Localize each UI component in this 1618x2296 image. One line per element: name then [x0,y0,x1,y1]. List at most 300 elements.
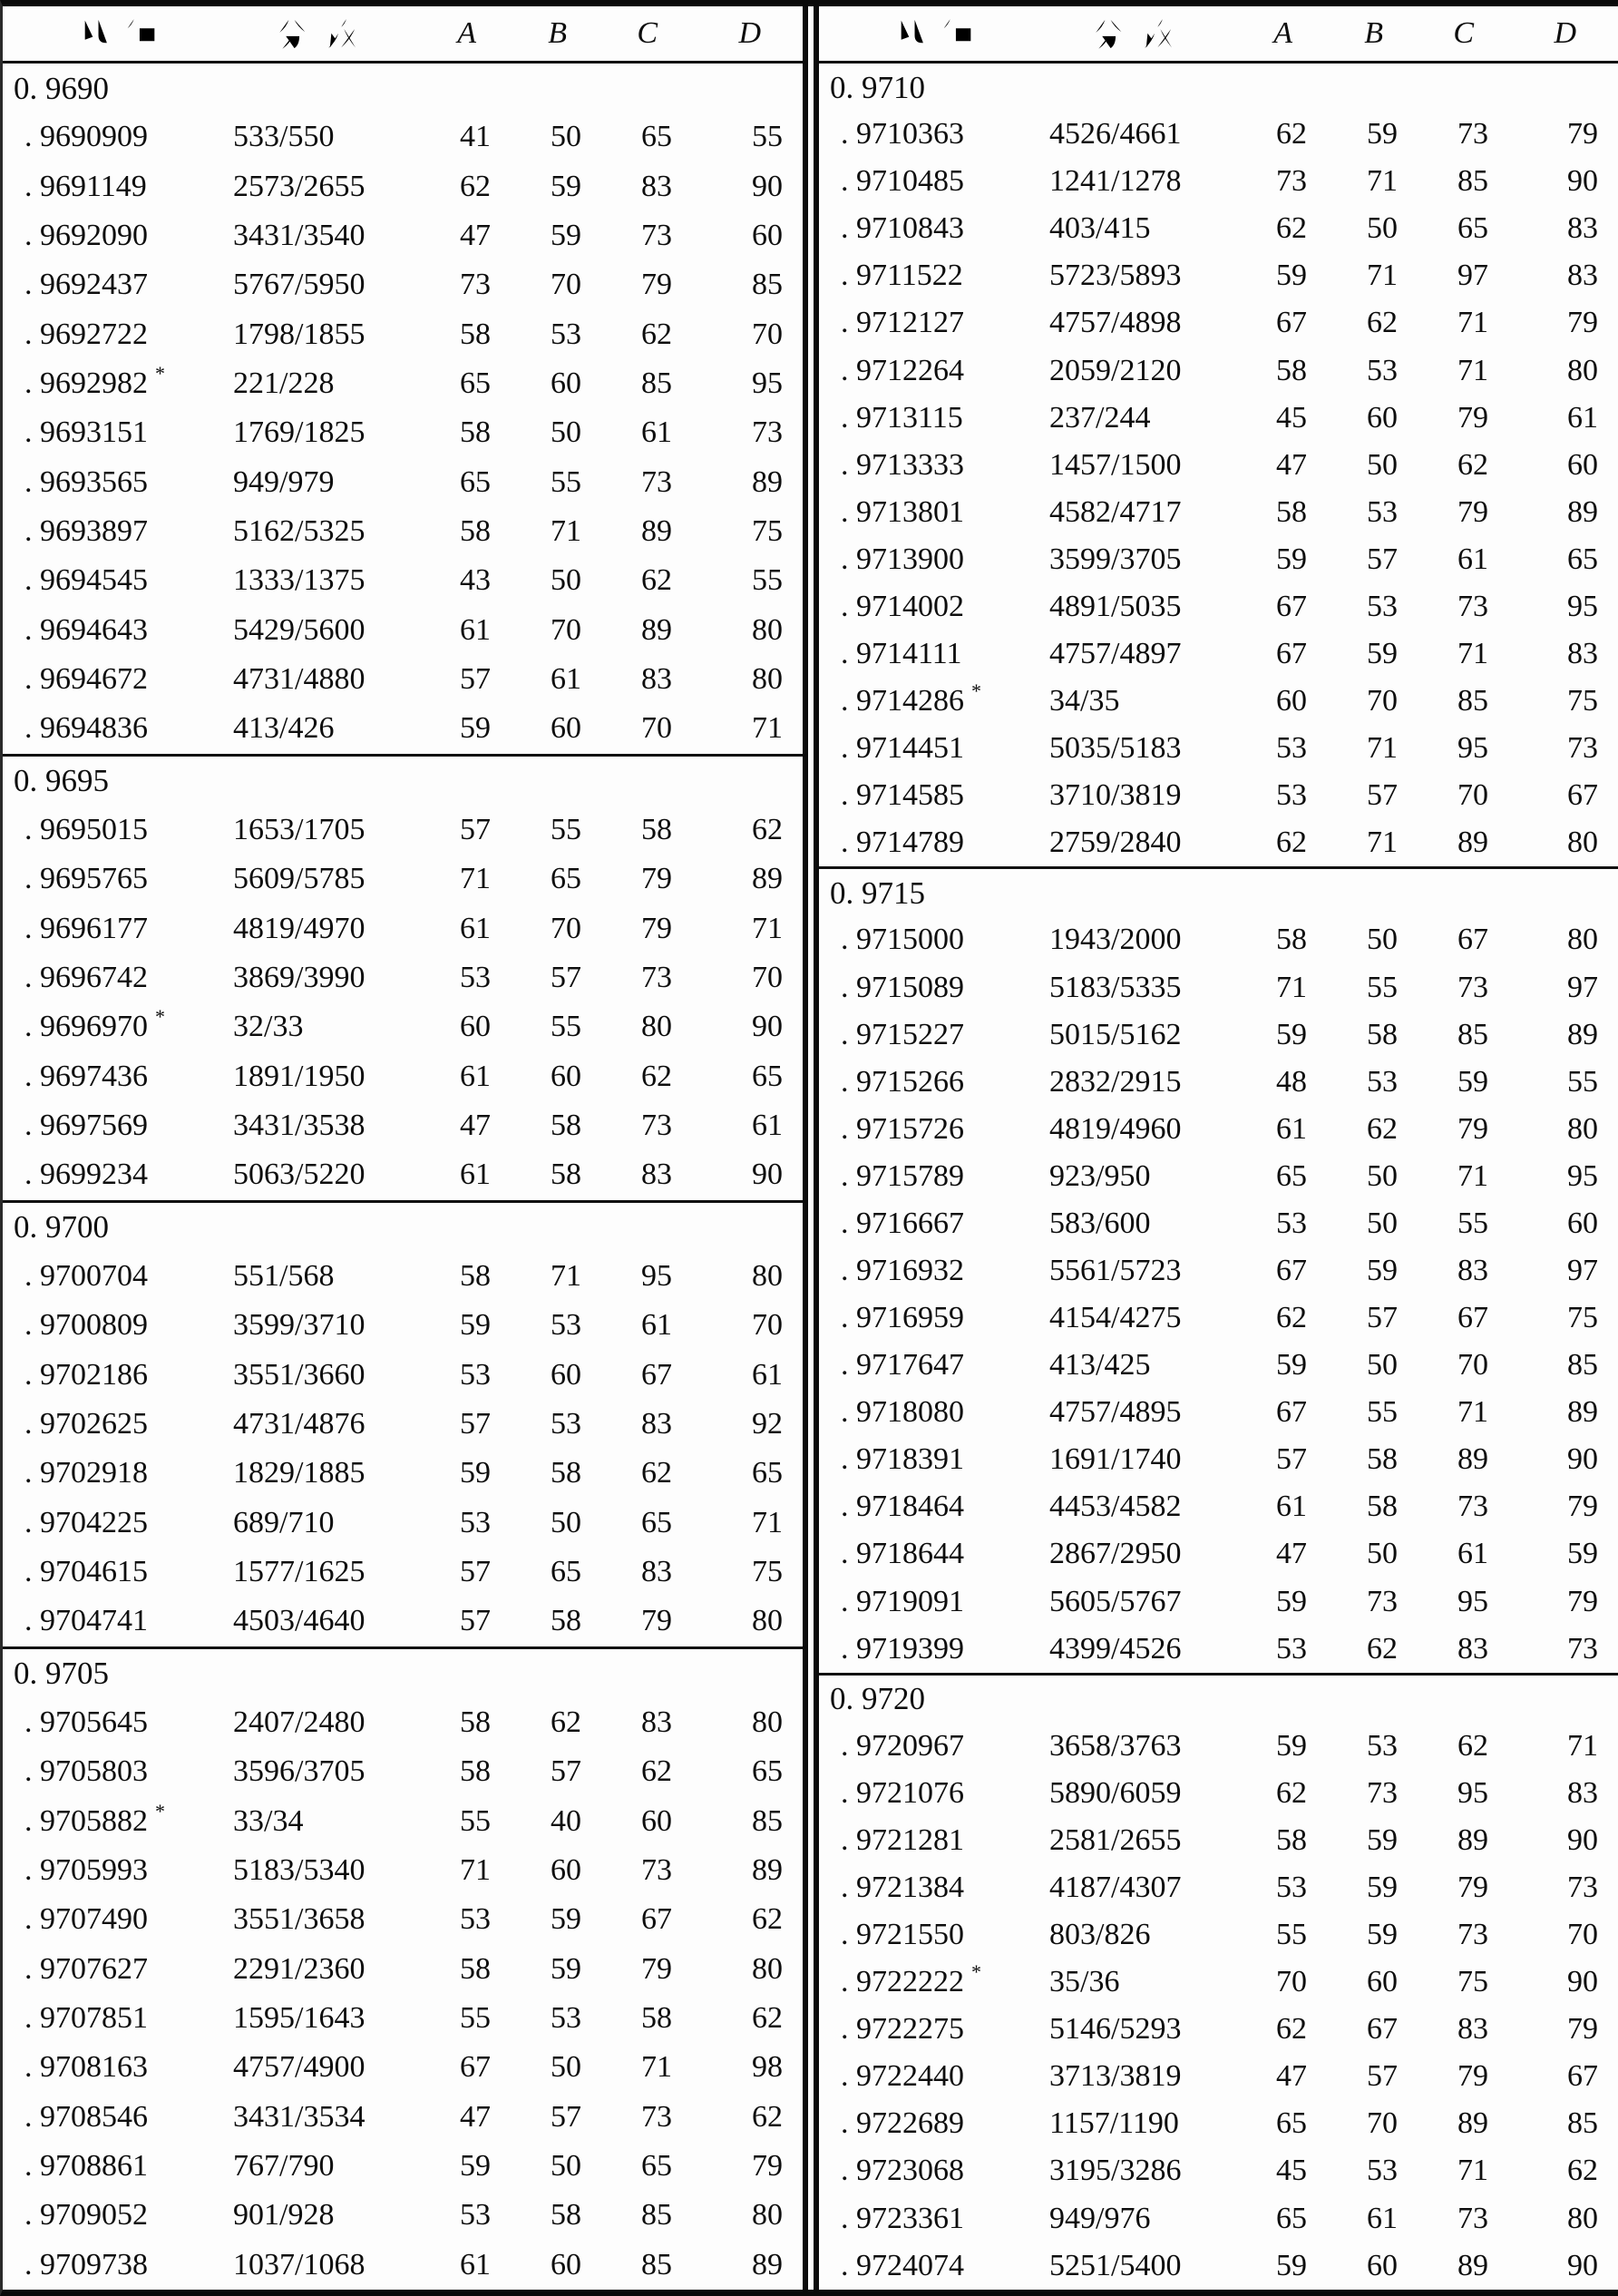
value-d: 80 [752,1259,783,1294]
value-c: 83 [641,1555,672,1588]
value-b: 55 [551,813,581,847]
left-table-header [3,6,803,64]
table-row [819,1295,1618,1342]
value-d: 80 [752,2198,783,2232]
value-c: 89 [1457,826,1488,860]
ratio-value: . 9705645 [24,1705,148,1739]
value-d: 59 [1567,1537,1598,1571]
value-d: 55 [1567,1064,1598,1099]
value-c: 65 [1457,211,1488,246]
table-row [3,1698,803,1747]
fraction-value: 33/34 [233,1803,304,1838]
value-b: 50 [1367,923,1398,957]
value-b: 58 [1367,1017,1398,1051]
value-c: 73 [641,1852,672,1887]
right-table-body [819,64,1618,2290]
column-header-c: C [637,16,658,50]
value-d: 90 [1567,164,1598,199]
column-header-a: A [1273,16,1292,50]
value-b: 59 [1367,1822,1398,1857]
value-b: 58 [1367,1490,1398,1524]
ratio-value: . 9696742 [24,961,148,995]
value-c: 95 [641,1259,672,1294]
value-b: 53 [1367,353,1398,387]
value-a: 47 [460,1109,491,1143]
section-row [819,64,1618,111]
ratio-value: . 9694836 [24,711,148,746]
section-label: 0. 9715 [830,874,925,911]
value-d: 83 [1567,636,1598,670]
value-a: 61 [1276,1490,1307,1524]
value-b: 59 [551,169,581,203]
table-row [3,2092,803,2141]
ratio-value: . 9710363 [841,117,964,151]
value-d: 79 [1567,117,1598,151]
ratio-value: . 9710485 [841,164,964,199]
fraction-value: 1241/1278 [1049,164,1182,199]
value-c: 58 [641,813,672,847]
value-d: 85 [1567,2106,1598,2141]
table-row [3,2240,803,2289]
value-c: 83 [641,1705,672,1739]
ratio-value: . 9722275 [841,2012,964,2047]
value-b: 71 [551,514,581,549]
fraction-value: 5183/5340 [233,1852,366,1887]
table-row [3,1002,803,1051]
value-a: 59 [1276,1017,1307,1051]
value-a: 59 [460,1308,491,1343]
value-d: 92 [752,1407,783,1441]
fraction-value: 4819/4960 [1049,1111,1182,1146]
value-a: 53 [460,2198,491,2232]
value-d: 97 [1567,970,1598,1004]
value-c: 70 [641,711,672,746]
ratio-value: . 9702918 [24,1456,148,1490]
fraction-value: 3599/3705 [1049,542,1182,576]
table-row [3,2142,803,2191]
ratio-value: . 9704225 [24,1505,148,1539]
table-row [819,725,1618,772]
table-row [3,655,803,704]
value-a: 67 [460,2050,491,2085]
value-b: 50 [551,120,581,154]
fraction-value: 413/425 [1049,1348,1151,1382]
value-b: 60 [1367,2248,1398,2282]
value-b: 59 [1367,636,1398,670]
fraction-value: 1829/1885 [233,1456,366,1490]
ratio-value: . 9715000 [841,923,964,957]
value-c: 62 [641,1456,672,1490]
table-row [819,111,1618,158]
center-divider [803,6,819,2290]
fraction-value: 3710/3819 [1049,778,1182,813]
value-a: 58 [460,1754,491,1789]
ratio-value: . 9716667 [841,1206,964,1240]
value-a: 62 [1276,1301,1307,1335]
ratio-value: . 9721076 [841,1775,964,1810]
value-a: 47 [1276,2059,1307,2094]
value-c: 62 [641,317,672,351]
column-header-d: D [738,16,761,50]
section-row [3,754,803,806]
ratio-value: . 9692722 [24,317,148,351]
value-b: 71 [551,1259,581,1294]
value-c: 71 [641,2050,672,2085]
table-row [3,606,803,655]
ratio-value: . 9694545 [24,563,148,598]
value-b: 60 [551,1059,581,1093]
table-row [3,1252,803,1301]
value-b: 62 [1367,306,1398,340]
value-d: 90 [752,1010,783,1044]
value-a: 47 [1276,447,1307,482]
value-d: 70 [752,961,783,995]
ratio-value: . 9692437 [24,268,148,302]
value-b: 61 [1367,2201,1398,2235]
table-row [3,507,803,556]
value-b: 70 [551,612,581,647]
value-d: 75 [752,514,783,549]
value-a: 58 [460,1951,491,1986]
ratio-value: . 9713801 [841,494,964,529]
value-d: 90 [1567,1965,1598,1999]
value-d: 98 [752,2050,783,2085]
value-b: 60 [551,1852,581,1887]
value-b: 50 [551,563,581,598]
fraction-value: 4757/4895 [1049,1395,1182,1430]
value-b: 50 [551,2148,581,2183]
value-b: 58 [1367,1442,1398,1477]
value-d: 80 [752,1951,783,1986]
column-header-b: B [548,16,567,50]
value-b: 50 [551,2050,581,2085]
value-d: 62 [752,2099,783,2134]
value-d: 73 [1567,1631,1598,1666]
table-row [819,1770,1618,1817]
ratio-value: . 9715789 [841,1158,964,1193]
ratio-value: . 9715089 [841,970,964,1004]
value-a: 61 [460,2247,491,2281]
fraction-value: 4731/4880 [233,662,366,697]
ratio-value: . 9690909 [24,120,148,154]
value-b: 60 [1367,1965,1398,1999]
table-row [819,1436,1618,1483]
cjk-fen-icon [1090,16,1126,52]
value-d: 60 [752,219,783,253]
fraction-column-header [1046,16,1218,52]
value-a: 53 [460,1902,491,1937]
value-c: 73 [1457,970,1488,1004]
table-row [819,678,1618,725]
fraction-value: 237/244 [1049,400,1151,435]
value-a: 59 [460,711,491,746]
value-d: 67 [1567,2059,1598,2094]
ratio-value: . 9694672 [24,662,148,697]
value-d: 70 [1567,1918,1598,1952]
value-d: 90 [1567,2248,1598,2282]
value-d: 71 [752,1505,783,1539]
value-b: 59 [551,219,581,253]
fraction-value: 1037/1068 [233,2247,366,2281]
fraction-value: 34/35 [1049,684,1120,718]
value-b: 62 [551,1705,581,1739]
value-b: 55 [551,464,581,499]
value-a: 58 [460,1705,491,1739]
fraction-value: 2291/2360 [233,1951,366,1986]
value-d: 60 [1567,1206,1598,1240]
value-d: 80 [1567,1111,1598,1146]
ratio-value: . 9714789 [841,826,964,860]
value-d: 80 [752,1604,783,1638]
value-c: 62 [1457,1728,1488,1763]
value-a: 58 [460,415,491,450]
value-d: 80 [752,662,783,697]
table-row [3,806,803,855]
value-a: 65 [1276,1158,1307,1193]
fraction-value: 5251/5400 [1049,2248,1182,2282]
fraction-column-header [229,16,402,52]
fraction-value: 4757/4900 [233,2050,366,2085]
value-d: 89 [752,862,783,896]
value-c: 85 [641,2247,672,2281]
value-a: 59 [1276,2248,1307,2282]
ratio-value: . 9718464 [841,1490,964,1524]
table-row [819,1106,1618,1153]
value-d: 85 [752,268,783,302]
table-row [819,583,1618,630]
fraction-value: 1769/1825 [233,415,366,450]
value-d: 89 [752,2247,783,2281]
table-row [819,395,1618,442]
value-d: 80 [752,1705,783,1739]
value-b: 59 [551,1951,581,1986]
value-c: 73 [641,219,672,253]
table-row [3,162,803,211]
ratio-value: . 9693897 [24,514,148,549]
ratio-value: . 9708163 [24,2050,148,2085]
ratio-value: . 9723361 [841,2201,964,2235]
ratio-value: . 9695765 [24,862,148,896]
value-d: 65 [1567,542,1598,576]
table-row [819,963,1618,1011]
value-d: 75 [1567,1301,1598,1335]
value-d: 62 [752,2000,783,2035]
fraction-value: 4757/4898 [1049,306,1182,340]
value-c: 83 [641,662,672,697]
table-row [819,2147,1618,2194]
ratio-value: . 9718644 [841,1537,964,1571]
ratio-value: . 9707627 [24,1951,148,1986]
value-c: 67 [641,1902,672,1937]
value-d: 71 [752,911,783,945]
value-a: 43 [460,563,491,598]
fraction-value: 767/790 [233,2148,335,2183]
value-a: 65 [460,366,491,401]
cjk-shu-icon [323,16,358,52]
value-d: 95 [752,366,783,401]
table-row [3,1301,803,1350]
table-row [819,1059,1618,1106]
cjk-bi-icon [891,16,926,52]
value-c: 95 [1457,1584,1488,1618]
value-b: 70 [551,911,581,945]
table-row [3,953,803,1002]
cjk-shu-icon [1139,16,1175,52]
value-c: 85 [1457,164,1488,199]
value-c: 67 [641,1357,672,1392]
table-row [3,260,803,309]
value-a: 53 [1276,1631,1307,1666]
ratio-value: . 9691149 [24,169,147,203]
value-a: 59 [1276,542,1307,576]
value-c: 73 [641,1109,672,1143]
fraction-value: 923/950 [1049,1158,1151,1193]
right-table-header [819,6,1618,64]
value-a: 59 [1276,1348,1307,1382]
value-a: 53 [460,1357,491,1392]
table-row [819,1200,1618,1247]
value-c: 62 [1457,447,1488,482]
value-a: 48 [1276,1064,1307,1099]
value-a: 57 [460,1407,491,1441]
value-c: 83 [641,1407,672,1441]
value-a: 61 [460,1059,491,1093]
value-d: 79 [752,2148,783,2183]
value-a: 62 [1276,117,1307,151]
fraction-value: 5183/5335 [1049,970,1182,1004]
section-label: 0. 9705 [14,1656,109,1692]
table-row [819,2006,1618,2053]
value-a: 53 [1276,731,1307,766]
value-b: 57 [1367,778,1398,813]
value-a: 62 [1276,2012,1307,2047]
value-b: 62 [1367,1111,1398,1146]
value-d: 89 [752,464,783,499]
value-c: 70 [1457,1348,1488,1382]
table-row [819,1911,1618,1959]
table-row [819,1723,1618,1770]
table-row [819,1011,1618,1059]
value-a: 67 [1276,306,1307,340]
asterisk-marker: * [971,679,981,703]
table-row [3,1548,803,1597]
ratio-value: . 9713900 [841,542,964,576]
ratio-value: . 9708861 [24,2148,148,2183]
fraction-value: 5146/5293 [1049,2012,1182,2047]
value-b: 60 [551,711,581,746]
value-d: 85 [1567,1348,1598,1382]
value-b: 50 [551,1505,581,1539]
fraction-value: 2867/2950 [1049,1537,1182,1571]
value-b: 58 [551,1109,581,1143]
fraction-value: 1943/2000 [1049,923,1182,957]
value-b: 61 [551,662,581,697]
value-b: 50 [1367,447,1398,482]
ratio-value: . 9697436 [24,1059,148,1093]
value-d: 90 [1567,1822,1598,1857]
ratio-value: . 9712127 [841,306,964,340]
value-a: 62 [1276,211,1307,246]
fraction-value: 4154/4275 [1049,1301,1182,1335]
column-header-b: B [1364,16,1383,50]
fraction-value: 5561/5723 [1049,1253,1182,1287]
value-c: 89 [1457,1442,1488,1477]
value-b: 55 [1367,970,1398,1004]
table-row [819,489,1618,536]
value-a: 65 [1276,2201,1307,2235]
value-d: 97 [1567,1253,1598,1287]
value-a: 55 [460,2000,491,2035]
left-table-body [3,64,803,2290]
fraction-value: 3551/3660 [233,1357,366,1392]
value-c: 85 [641,2198,672,2232]
ratio-value: . 9700809 [24,1308,148,1343]
value-d: 89 [1567,494,1598,529]
value-b: 50 [1367,1206,1398,1240]
value-c: 89 [1457,1822,1488,1857]
value-a: 61 [460,1158,491,1192]
table-row [3,458,803,507]
value-b: 53 [551,1308,581,1343]
fraction-value: 4819/4970 [233,911,366,945]
table-row [819,158,1618,205]
table-row [819,1342,1618,1389]
ratio-value: . 9717647 [841,1348,964,1382]
value-a: 58 [1276,1822,1307,1857]
ratio-value: . 9714585 [841,778,964,813]
value-c: 61 [1457,542,1488,576]
column-header-c: C [1453,16,1474,50]
ratio-value: . 9721550 [841,1918,964,1952]
value-a: 71 [1276,970,1307,1004]
ratio-value: . 9714002 [841,589,964,623]
ratio-column-header [819,16,1046,52]
ratio-value: . 9715266 [841,1064,964,1099]
value-c: 79 [1457,1871,1488,1904]
fraction-value: 403/415 [1049,211,1151,246]
fraction-value: 1457/1500 [1049,447,1182,482]
table-row [819,630,1618,678]
section-label: 0. 9710 [830,69,925,105]
ratio-value: . 9721384 [841,1871,964,1904]
fraction-value: 1653/1705 [233,813,366,847]
value-b: 70 [1367,684,1398,718]
value-c: 61 [641,415,672,450]
fraction-value: 413/426 [233,711,335,746]
value-b: 53 [1367,589,1398,623]
fraction-value: 1333/1375 [233,563,366,598]
value-c: 79 [1457,1111,1488,1146]
fraction-value: 4187/4307 [1049,1871,1182,1904]
fraction-value: 1691/1740 [1049,1442,1182,1477]
value-b: 71 [1367,164,1398,199]
value-c: 62 [641,1754,672,1789]
ratio-value: . 9702186 [24,1357,148,1392]
value-c: 79 [1457,494,1488,529]
section-label: 0. 9690 [14,70,109,106]
table-row [3,310,803,359]
value-a: 58 [460,317,491,351]
fraction-value: 4731/4876 [233,1407,366,1441]
section-row [3,1646,803,1698]
table-row [3,2043,803,2092]
fraction-value: 5767/5950 [233,268,366,302]
value-a: 53 [460,961,491,995]
value-d: 60 [1567,447,1598,482]
value-c: 83 [1457,2012,1488,2047]
ratio-value: . 9709738 [24,2247,148,2281]
value-a: 58 [1276,353,1307,387]
